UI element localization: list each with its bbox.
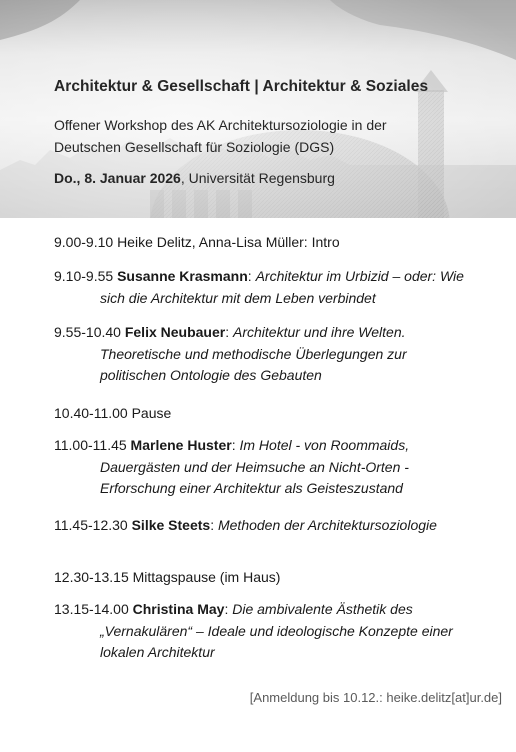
page-title: Architektur & Gesellschaft | Architektur & Soziales	[54, 78, 429, 95]
entry-time: 11.00-11.45	[54, 437, 127, 453]
talk-title-continued: Theoretische und methodische Überlegungen zur	[100, 345, 407, 362]
entry-text: Mittagspause (im Haus)	[132, 569, 281, 585]
subtitle-line: Deutschen Gesellschaft für Soziologie (DGS)	[54, 139, 335, 155]
entry-time: 9.10-9.55	[54, 268, 114, 284]
entry-time: 9.00-9.10	[54, 234, 114, 250]
talk-title: Im Hotel - von Roommaids,	[239, 437, 410, 453]
registration-note: [Anmeldung bis 10.12.: heike.delitz[at]ur.de]	[249, 690, 502, 705]
event-date-location	[54, 170, 335, 186]
schedule-entry: 9.10-9.55 Susanne Krasmann: Architektur im Urbizid – oder: Wie sich die Architektur mit dem Leben verbindet	[54, 266, 504, 309]
talk-title: Architektur und ihre Welten.	[233, 324, 406, 340]
schedule-entry: 13.15-14.00 Christina May: Die ambivalente Ästhetik des „Vernakulären“ – Ideale und ideologische Konzepte einer lokalen Architektur	[54, 599, 504, 664]
entry-time: 11.45-12.30	[54, 517, 128, 533]
schedule-entry: 9.55-10.40 Felix Neubauer: Architektur und ihre Welten. Theoretische und methodische Überlegungen zur politischen Ontologie des Gebauten	[54, 322, 504, 387]
speaker-name: Christina May	[132, 601, 225, 617]
header-banner	[0, 0, 516, 218]
talk-title-continued: lokalen Architektur	[100, 644, 215, 660]
speaker-name: Marlene Huster	[130, 437, 232, 453]
talk-title-continued: politischen Ontologie des Gebauten	[100, 367, 322, 383]
speaker-name: Susanne Krasmann	[117, 268, 248, 284]
talk-title-continued: Dauergästen und der Heimsuche an Nicht-Orten -	[100, 458, 409, 475]
subtitle-line: Offener Workshop des AK Architektursoziologie in der	[54, 117, 387, 133]
speaker-name: Silke Steets	[131, 517, 211, 533]
schedule-entry	[54, 403, 504, 425]
schedule-entry: 11.45-12.30 Silke Steets: Methoden der Architektursoziologie	[54, 517, 437, 533]
entry-time: 9.55-10.40	[54, 324, 121, 340]
entry-text: Heike Delitz, Anna-Lisa Müller: Intro	[117, 234, 340, 250]
talk-title-continued: sich die Architektur mit dem Leben verbindet	[100, 289, 376, 306]
entry-text: Pause	[131, 405, 172, 421]
workshop-subtitle	[54, 114, 474, 158]
entry-time: 12.30-13.15	[54, 569, 129, 585]
schedule-entry	[54, 232, 504, 254]
speaker-name: Felix Neubauer	[124, 324, 226, 340]
entry-time: 13.15-14.00	[54, 601, 129, 617]
entry-time: 10.40-11.00	[54, 405, 128, 421]
event-date: Do., 8. Januar 2026	[54, 170, 181, 186]
event-location: , Universität Regensburg	[180, 170, 335, 186]
schedule-entry	[54, 567, 504, 589]
talk-title: Architektur im Urbizid – oder: Wie	[255, 268, 464, 284]
schedule-entry: 11.00-11.45 Marlene Huster: Im Hotel - von Roommaids, Dauergästen und der Heimsuche an Nicht-Orten - Erforschung einer Architektur als Geisteszustand	[54, 435, 504, 500]
talk-title-continued: Erforschung einer Architektur als Geisteszustand	[100, 480, 403, 496]
talk-title-continued: „Vernakulären“ – Ideale und ideologische Konzepte einer	[100, 622, 453, 639]
talk-title: Methoden der Architektursoziologie	[217, 517, 437, 533]
talk-title: Die ambivalente Ästhetik des	[232, 601, 413, 617]
